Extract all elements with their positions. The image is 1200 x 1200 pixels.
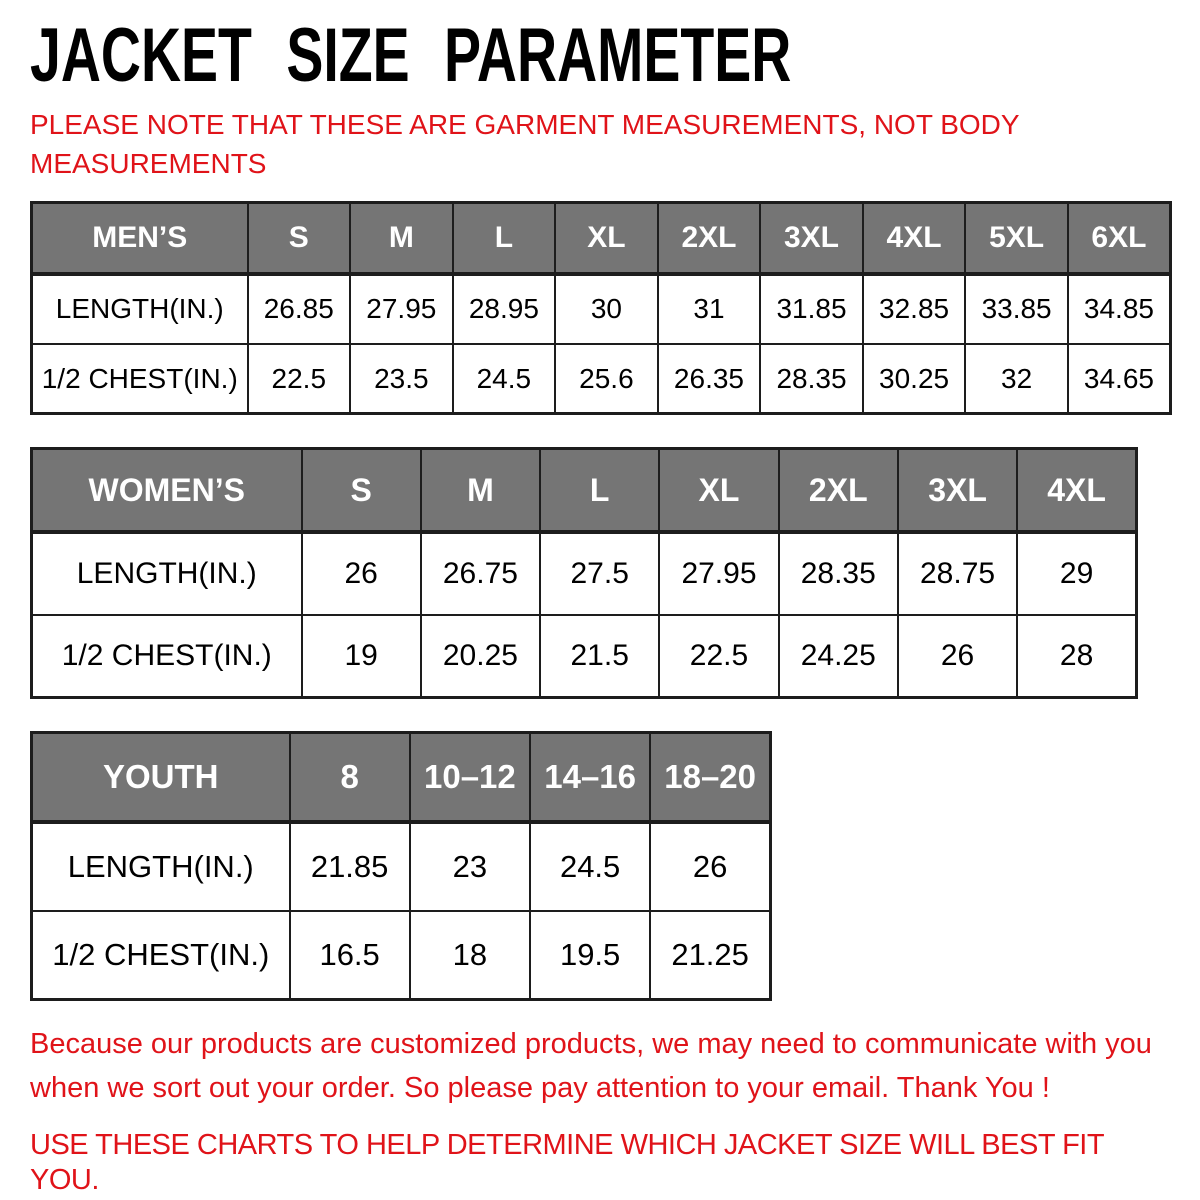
size-header-cell: 3XL — [898, 449, 1017, 532]
size-header-cell: 5XL — [965, 203, 1068, 274]
youth-header-row — [32, 733, 771, 822]
size-header-cell: 6XL — [1068, 203, 1171, 274]
size-value-cell: 28.35 — [760, 344, 863, 414]
size-value-cell: 28 — [1017, 615, 1136, 698]
size-value-cell: 30.25 — [863, 344, 966, 414]
mens-table-title-cell: MEN’S — [32, 203, 248, 274]
size-header-cell: 14–16 — [530, 733, 650, 822]
size-header-cell: M — [350, 203, 453, 274]
size-value-cell: 21.85 — [290, 822, 410, 911]
size-value-cell: 22.5 — [659, 615, 778, 698]
row-label-cell: LENGTH(IN.) — [32, 822, 290, 911]
size-value-cell: 23 — [410, 822, 530, 911]
size-value-cell: 24.25 — [779, 615, 898, 698]
womens-header-row — [32, 449, 1137, 532]
size-value-cell: 24.5 — [530, 822, 650, 911]
size-value-cell: 31.85 — [760, 274, 863, 344]
size-value-cell: 31 — [658, 274, 761, 344]
womens-table-title-cell: WOMEN’S — [32, 449, 302, 532]
size-value-cell: 19 — [302, 615, 421, 698]
size-value-cell: 26.85 — [248, 274, 351, 344]
size-value-cell: 26 — [650, 822, 770, 911]
size-value-cell: 21.25 — [650, 911, 770, 1000]
size-value-cell: 27.5 — [540, 532, 659, 615]
size-header-cell: 3XL — [760, 203, 863, 274]
chart-usage-note: USE THESE CHARTS TO HELP DETERMINE WHICH JACKET SIZE WILL BEST FIT YOU. — [30, 1129, 1104, 1197]
size-value-cell: 28.75 — [898, 532, 1017, 615]
size-value-cell: 32 — [965, 344, 1068, 414]
youth-chest-row — [32, 911, 771, 1000]
womens-length-row — [32, 532, 1137, 615]
size-value-cell: 26 — [898, 615, 1017, 698]
size-header-cell: 18–20 — [650, 733, 770, 822]
size-value-cell: 26 — [302, 532, 421, 615]
size-value-cell: 34.85 — [1068, 274, 1171, 344]
size-value-cell: 32.85 — [863, 274, 966, 344]
size-header-cell: S — [302, 449, 421, 532]
mens-size-table — [30, 201, 1172, 415]
customization-notice-line-2: when we sort out your order. So please pay attention to your email. Thank You ! — [30, 1071, 1050, 1104]
row-label-cell: 1/2 CHEST(IN.) — [32, 911, 290, 1000]
size-header-cell: S — [248, 203, 351, 274]
row-label-cell: LENGTH(IN.) — [32, 532, 302, 615]
size-header-cell: 4XL — [863, 203, 966, 274]
garment-measurement-note — [30, 106, 1170, 183]
size-header-cell: M — [421, 449, 540, 532]
note-line-1: PLEASE NOTE THAT THESE ARE GARMENT MEASUREMENTS, NOT BODY — [30, 109, 1020, 140]
row-label-cell: 1/2 CHEST(IN.) — [32, 615, 302, 698]
womens-chest-row — [32, 615, 1137, 698]
size-value-cell: 27.95 — [350, 274, 453, 344]
youth-length-row — [32, 822, 771, 911]
size-value-cell: 30 — [555, 274, 658, 344]
youth-size-table — [30, 731, 772, 1001]
mens-header-row — [32, 203, 1171, 274]
size-value-cell: 33.85 — [965, 274, 1068, 344]
mens-length-row — [32, 274, 1171, 344]
customization-notice — [30, 1023, 1170, 1110]
size-value-cell: 26.35 — [658, 344, 761, 414]
size-value-cell: 19.5 — [530, 911, 650, 1000]
size-header-cell: 4XL — [1017, 449, 1136, 532]
row-label-cell: 1/2 CHEST(IN.) — [32, 344, 248, 414]
womens-size-table — [30, 447, 1138, 699]
page-title: JACKET SIZE PARAMETER — [30, 13, 792, 98]
size-value-cell: 26.75 — [421, 532, 540, 615]
size-header-cell: L — [453, 203, 556, 274]
size-value-cell: 23.5 — [350, 344, 453, 414]
size-value-cell: 28.35 — [779, 532, 898, 615]
size-value-cell: 25.6 — [555, 344, 658, 414]
size-header-cell: 8 — [290, 733, 410, 822]
size-value-cell: 16.5 — [290, 911, 410, 1000]
row-label-cell: LENGTH(IN.) — [32, 274, 248, 344]
mens-chest-row — [32, 344, 1171, 414]
note-line-2: MEASUREMENTS — [30, 147, 267, 179]
size-value-cell: 22.5 — [248, 344, 351, 414]
youth-table-title-cell: YOUTH — [32, 733, 290, 822]
size-header-cell: XL — [659, 449, 778, 532]
size-value-cell: 27.95 — [659, 532, 778, 615]
size-value-cell: 18 — [410, 911, 530, 1000]
customization-notice-line-1: Because our products are customized products, we may need to communicate with you — [30, 1028, 1152, 1061]
size-header-cell: 2XL — [658, 203, 761, 274]
size-value-cell: 29 — [1017, 532, 1136, 615]
size-value-cell: 21.5 — [540, 615, 659, 698]
size-header-cell: 10–12 — [410, 733, 530, 822]
size-header-cell: XL — [555, 203, 658, 274]
size-header-cell: L — [540, 449, 659, 532]
size-value-cell: 28.95 — [453, 274, 556, 344]
size-value-cell: 34.65 — [1068, 344, 1171, 414]
size-header-cell: 2XL — [779, 449, 898, 532]
size-value-cell: 20.25 — [421, 615, 540, 698]
size-value-cell: 24.5 — [453, 344, 556, 414]
